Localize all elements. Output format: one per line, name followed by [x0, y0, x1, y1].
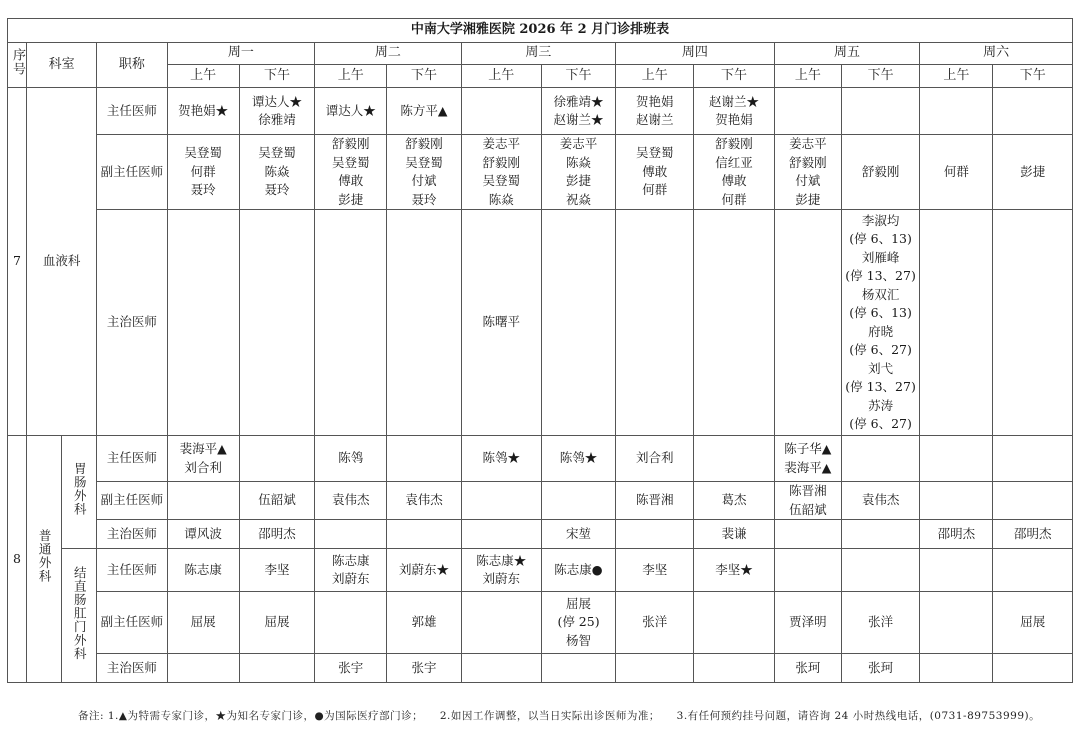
- seq-header: 序号: [8, 43, 27, 88]
- schedule-cell: 陈志康●: [541, 549, 615, 592]
- am-header: 上午: [920, 65, 993, 88]
- schedule-cell: [993, 88, 1073, 135]
- day-header-wed: 周三: [461, 43, 616, 65]
- schedule-cell: 袁伟杰: [315, 482, 387, 520]
- table-row: [8, 135, 1073, 210]
- day-header-sat: 周六: [920, 43, 1073, 65]
- dept-cell: 血液科: [27, 88, 97, 436]
- rank-cell: 主治医师: [97, 210, 167, 436]
- schedule-cell: 舒毅刚 信红亚 傅敢 何群: [694, 135, 774, 210]
- pm-header: 下午: [541, 65, 615, 88]
- schedule-cell: 袁伟杰: [841, 482, 919, 520]
- am-header: 上午: [167, 65, 239, 88]
- schedule-cell: [239, 436, 314, 482]
- schedule-cell: 陈鸰: [315, 436, 387, 482]
- schedule-cell: 葛杰: [694, 482, 774, 520]
- schedule-cell: [841, 520, 919, 549]
- day-header-fri: 周五: [774, 43, 920, 65]
- rank-cell: 副主任医师: [97, 592, 167, 654]
- schedule-cell: [694, 210, 774, 436]
- schedule-cell: 吴登蜀 何群 聂玲: [167, 135, 239, 210]
- am-header: 上午: [774, 65, 841, 88]
- schedule-cell: 陈志康★ 刘蔚东: [461, 549, 541, 592]
- schedule-cell: [461, 654, 541, 683]
- schedule-cell: 吴登蜀 陈焱 聂玲: [239, 135, 314, 210]
- schedule-cell: [993, 436, 1073, 482]
- schedule-cell: [616, 520, 694, 549]
- table-row: [8, 436, 1073, 482]
- schedule-cell: [541, 654, 615, 683]
- schedule-cell: 陈晋湘: [616, 482, 694, 520]
- schedule-cell: [387, 210, 461, 436]
- schedule-cell: 张宇: [387, 654, 461, 683]
- schedule-cell: [774, 520, 841, 549]
- schedule-cell: 刘合利: [616, 436, 694, 482]
- subdept-cell: [62, 549, 97, 683]
- schedule-cell: 舒毅刚 吴登蜀 付斌 聂玲: [387, 135, 461, 210]
- schedule-cell: [616, 654, 694, 683]
- schedule-cell: [694, 592, 774, 654]
- schedule-cell: 张洋: [616, 592, 694, 654]
- schedule-cell: [920, 654, 993, 683]
- schedule-cell: 陈子华▲ 裴海平▲: [774, 436, 841, 482]
- schedule-cell: [315, 520, 387, 549]
- schedule-cell: 舒毅刚 吴登蜀 傅敢 彭捷: [315, 135, 387, 210]
- schedule-cell: [920, 210, 993, 436]
- schedule-cell: [239, 210, 314, 436]
- schedule-cell: 张宇: [315, 654, 387, 683]
- rank-cell: 主任医师: [97, 436, 167, 482]
- schedule-cell: [167, 482, 239, 520]
- schedule-cell: [993, 210, 1073, 436]
- schedule-cell: 徐雅靖★ 赵谢兰★: [541, 88, 615, 135]
- schedule-cell: [387, 436, 461, 482]
- schedule-cell: 彭捷: [993, 135, 1073, 210]
- schedule-cell: [167, 210, 239, 436]
- schedule-cell: 陈方平▲: [387, 88, 461, 135]
- schedule-cell: 屈展: [239, 592, 314, 654]
- schedule-cell: [920, 88, 993, 135]
- schedule-cell: [993, 482, 1073, 520]
- pm-header: 下午: [387, 65, 461, 88]
- schedule-cell: 吴登蜀 傅敢 何群: [616, 135, 694, 210]
- day-header-thu: 周四: [616, 43, 775, 65]
- pm-header: 下午: [841, 65, 919, 88]
- pm-header: 下午: [993, 65, 1073, 88]
- schedule-cell: 李坚: [616, 549, 694, 592]
- schedule-cell: 陈鸰★: [461, 436, 541, 482]
- schedule-cell: [387, 520, 461, 549]
- schedule-cell: 屈展 (停 25) 杨智: [541, 592, 615, 654]
- schedule-cell: 陈鸰★: [541, 436, 615, 482]
- table-row: [8, 482, 1073, 520]
- seq-cell: 8: [8, 436, 27, 683]
- am-header: 上午: [315, 65, 387, 88]
- schedule-cell: [461, 592, 541, 654]
- schedule-cell: [315, 592, 387, 654]
- schedule-cell: [841, 436, 919, 482]
- schedule-cell: 宋堃: [541, 520, 615, 549]
- schedule-cell: 袁伟杰: [387, 482, 461, 520]
- schedule-cell: [461, 482, 541, 520]
- day-header-tue: 周二: [315, 43, 462, 65]
- schedule-cell: 李坚★: [694, 549, 774, 592]
- table-head: [8, 19, 1073, 88]
- schedule-cell: 谭风波: [167, 520, 239, 549]
- schedule-cell: [774, 210, 841, 436]
- schedule-cell: [541, 482, 615, 520]
- schedule-table: [7, 18, 1073, 683]
- schedule-cell: [694, 654, 774, 683]
- schedule-cell: 谭达人★: [315, 88, 387, 135]
- table-row: [8, 520, 1073, 549]
- day-header-mon: 周一: [167, 43, 315, 65]
- pm-header: 下午: [694, 65, 774, 88]
- schedule-cell: [993, 549, 1073, 592]
- subdept-label: 结直肠肛门外科: [72, 565, 88, 660]
- schedule-cell: [920, 549, 993, 592]
- schedule-cell: 陈志康: [167, 549, 239, 592]
- rank-cell: 副主任医师: [97, 482, 167, 520]
- schedule-cell: [993, 654, 1073, 683]
- rank-cell: 主治医师: [97, 654, 167, 683]
- schedule-cell: 邵明杰: [993, 520, 1073, 549]
- schedule-cell: 邵明杰: [239, 520, 314, 549]
- schedule-cell: 赵谢兰★ 贺艳娟: [694, 88, 774, 135]
- schedule-sheet: [7, 18, 1073, 683]
- dept-label: 普通外科: [37, 529, 53, 584]
- schedule-cell: 李坚: [239, 549, 314, 592]
- table-row: [8, 549, 1073, 592]
- schedule-cell: [616, 210, 694, 436]
- schedule-cell: 刘蔚东★: [387, 549, 461, 592]
- schedule-cell: 姜志平 舒毅刚 吴登蜀 陈焱: [461, 135, 541, 210]
- schedule-cell: 陈曙平: [461, 210, 541, 436]
- schedule-cell: [920, 482, 993, 520]
- pm-header: 下午: [239, 65, 314, 88]
- schedule-cell: 谭达人★ 徐雅靖: [239, 88, 314, 135]
- schedule-cell: 姜志平 陈焱 彭捷 祝焱: [541, 135, 615, 210]
- schedule-cell: 裴谦: [694, 520, 774, 549]
- schedule-cell: 舒毅刚: [841, 135, 919, 210]
- subdept-cell: [62, 436, 97, 549]
- schedule-cell: 伍韶斌: [239, 482, 314, 520]
- schedule-cell: 张洋: [841, 592, 919, 654]
- schedule-cell: 张珂: [841, 654, 919, 683]
- schedule-cell: [694, 436, 774, 482]
- rank-header: 职称: [97, 43, 167, 88]
- subdept-label: 胃肠外科: [72, 462, 88, 517]
- rank-cell: 主任医师: [97, 549, 167, 592]
- schedule-cell: [920, 592, 993, 654]
- table-row: [8, 654, 1073, 683]
- schedule-cell: 裴海平▲ 刘合利: [167, 436, 239, 482]
- rank-cell: 副主任医师: [97, 135, 167, 210]
- dept-cell: [27, 436, 62, 683]
- schedule-cell: [541, 210, 615, 436]
- table-body: [8, 88, 1073, 683]
- schedule-cell: 邵明杰: [920, 520, 993, 549]
- table-row: [8, 592, 1073, 654]
- schedule-cell: 张珂: [774, 654, 841, 683]
- am-header: 上午: [461, 65, 541, 88]
- schedule-cell: 贺艳娟 赵谢兰: [616, 88, 694, 135]
- schedule-cell: 屈展: [993, 592, 1073, 654]
- rank-cell: 主治医师: [97, 520, 167, 549]
- schedule-cell: [774, 549, 841, 592]
- schedule-cell: [841, 549, 919, 592]
- schedule-cell: 贾泽明: [774, 592, 841, 654]
- schedule-cell: [920, 436, 993, 482]
- footnote: 备注: 1.▲为特需专家门诊，★为知名专家门诊，●为国际医疗部门诊； 2.如因工作调整，以当日实际出诊医师为准； 3.有任何预约挂号问题，请咨询 24 小时热线电话，(0731-89753999)。: [78, 710, 1041, 722]
- schedule-cell: [315, 210, 387, 436]
- schedule-cell: 李淑均 (停 6、13) 刘雁峰 (停 13、27) 杨双汇 (停 6、13) 府晓 (停 6、27) 刘弋 (停 13、27) 苏涛 (停 6、27): [841, 210, 919, 436]
- am-header: 上午: [616, 65, 694, 88]
- schedule-cell: 屈展: [167, 592, 239, 654]
- schedule-cell: [461, 88, 541, 135]
- schedule-cell: [239, 654, 314, 683]
- schedule-cell: 陈晋湘 伍韶斌: [774, 482, 841, 520]
- table-row: [8, 210, 1073, 436]
- schedule-cell: [167, 654, 239, 683]
- schedule-cell: [774, 88, 841, 135]
- schedule-cell: [841, 88, 919, 135]
- schedule-cell: [461, 520, 541, 549]
- schedule-cell: 姜志平 舒毅刚 付斌 彭捷: [774, 135, 841, 210]
- dept-header: 科室: [27, 43, 97, 88]
- schedule-cell: 贺艳娟★: [167, 88, 239, 135]
- page-title: 中南大学湘雅医院 2026 年 2 月门诊排班表: [8, 19, 1073, 43]
- schedule-cell: 何群: [920, 135, 993, 210]
- schedule-cell: 郭雄: [387, 592, 461, 654]
- rank-cell: 主任医师: [97, 88, 167, 135]
- schedule-cell: 陈志康 刘蔚东: [315, 549, 387, 592]
- table-row: [8, 88, 1073, 135]
- seq-cell: 7: [8, 88, 27, 436]
